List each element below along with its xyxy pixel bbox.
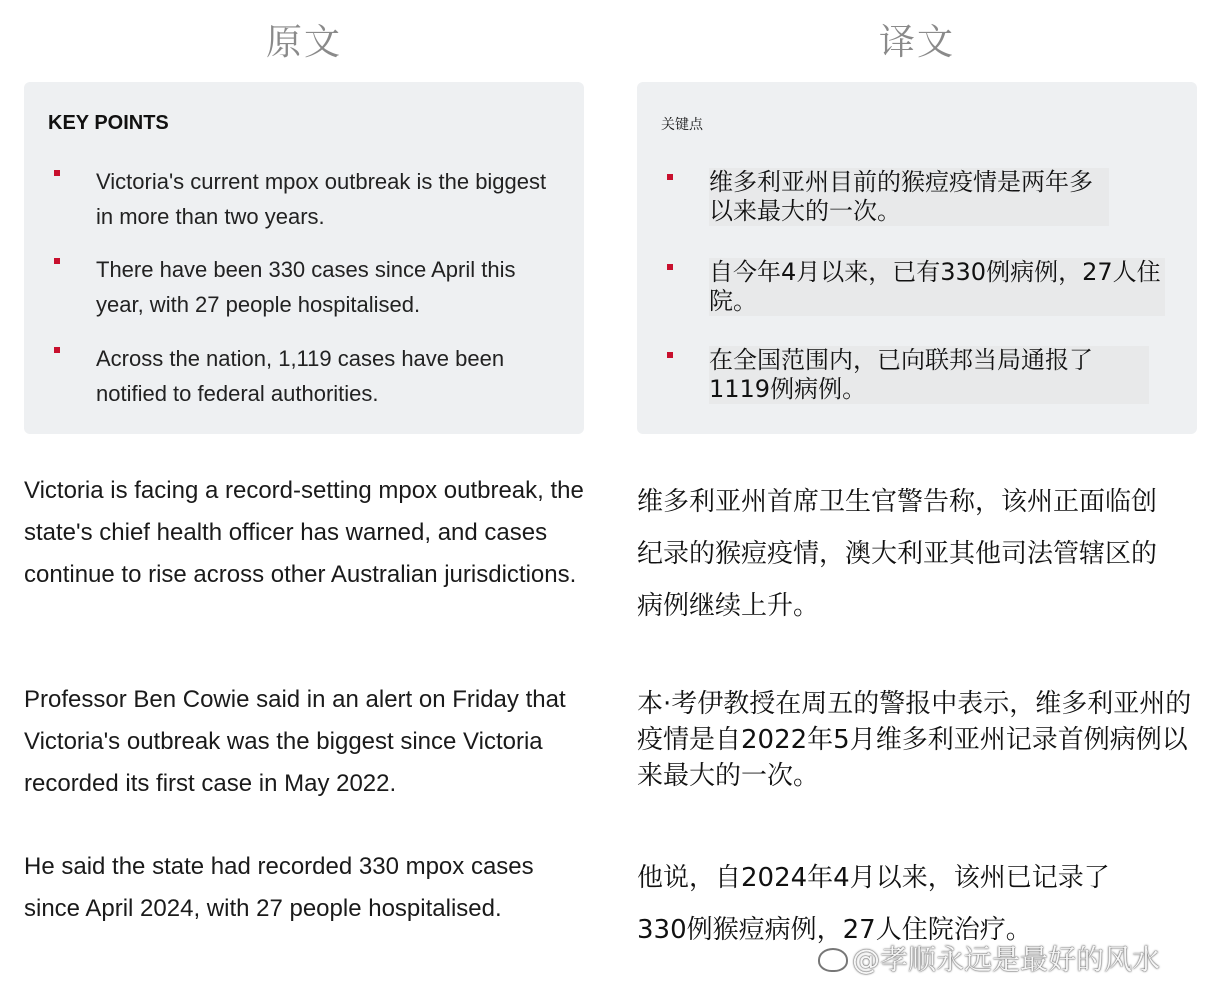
bullet-square-icon xyxy=(54,170,60,176)
key-points-title-translated: 关键点 xyxy=(661,116,703,132)
bullet-square-icon xyxy=(54,258,60,264)
key-points-box xyxy=(24,82,584,434)
bullet-square-icon xyxy=(667,174,673,180)
bullet-square-icon xyxy=(667,264,673,270)
key-points-box-translated xyxy=(637,82,1197,434)
key-point-text-translated: 维多利亚州目前的猴痘疫情是两年多以来最大的一次。 xyxy=(709,168,1109,226)
key-point-text: Across the nation, 1,119 cases have been notified to federal authorities. xyxy=(96,346,505,406)
bullet-square-icon xyxy=(667,352,673,358)
key-point-text: Victoria's current mpox outbreak is the biggest in more than two years. xyxy=(96,169,547,229)
article-paragraph-translated: 本·考伊教授在周五的警报中表示，维多利亚州的疫情是自2022年5月维多利亚州记录首例病例以来最大的一次。 xyxy=(637,689,1192,791)
weibo-watermark xyxy=(818,938,1160,978)
article-paragraph: Victoria is facing a record-setting mpox outbreak, the state's chief health officer has warned, and cases continue to rise across other Australian jurisdictions. xyxy=(24,477,584,588)
key-point-text-translated: 自今年4月以来，已有330例病例，27人住院。 xyxy=(709,258,1165,316)
original-heading: 原文 xyxy=(265,22,342,63)
bullet-square-icon xyxy=(54,347,60,353)
article-paragraph: Professor Ben Cowie said in an alert on Friday that Victoria's outbreak was the biggest since Victoria recorded its first case in May 2022. xyxy=(24,686,566,797)
article-paragraph: He said the state had recorded 330 mpox cases since April 2024, with 27 people hospitalised. xyxy=(24,853,534,922)
weibo-logo-icon xyxy=(818,948,848,972)
key-points-title: KEY POINTS xyxy=(48,112,169,134)
article-paragraph-translated: 他说，自2024年4月以来，该州已记录了330例猴痘病例，27人住院治疗。 xyxy=(637,863,1110,945)
watermark-text: @孝顺永远是最好的风水 xyxy=(852,943,1161,976)
key-point-text-translated: 在全国范围内，已向联邦当局通报了1119例病例。 xyxy=(709,346,1149,404)
article-paragraph-translated: 维多利亚州首席卫生官警告称，该州正面临创纪录的猴痘疫情，澳大利亚其他司法管辖区的病例继续上升。 xyxy=(637,487,1158,621)
translation-heading: 译文 xyxy=(878,22,955,63)
key-point-text: There have been 330 cases since April this year, with 27 people hospitalised. xyxy=(96,257,516,317)
